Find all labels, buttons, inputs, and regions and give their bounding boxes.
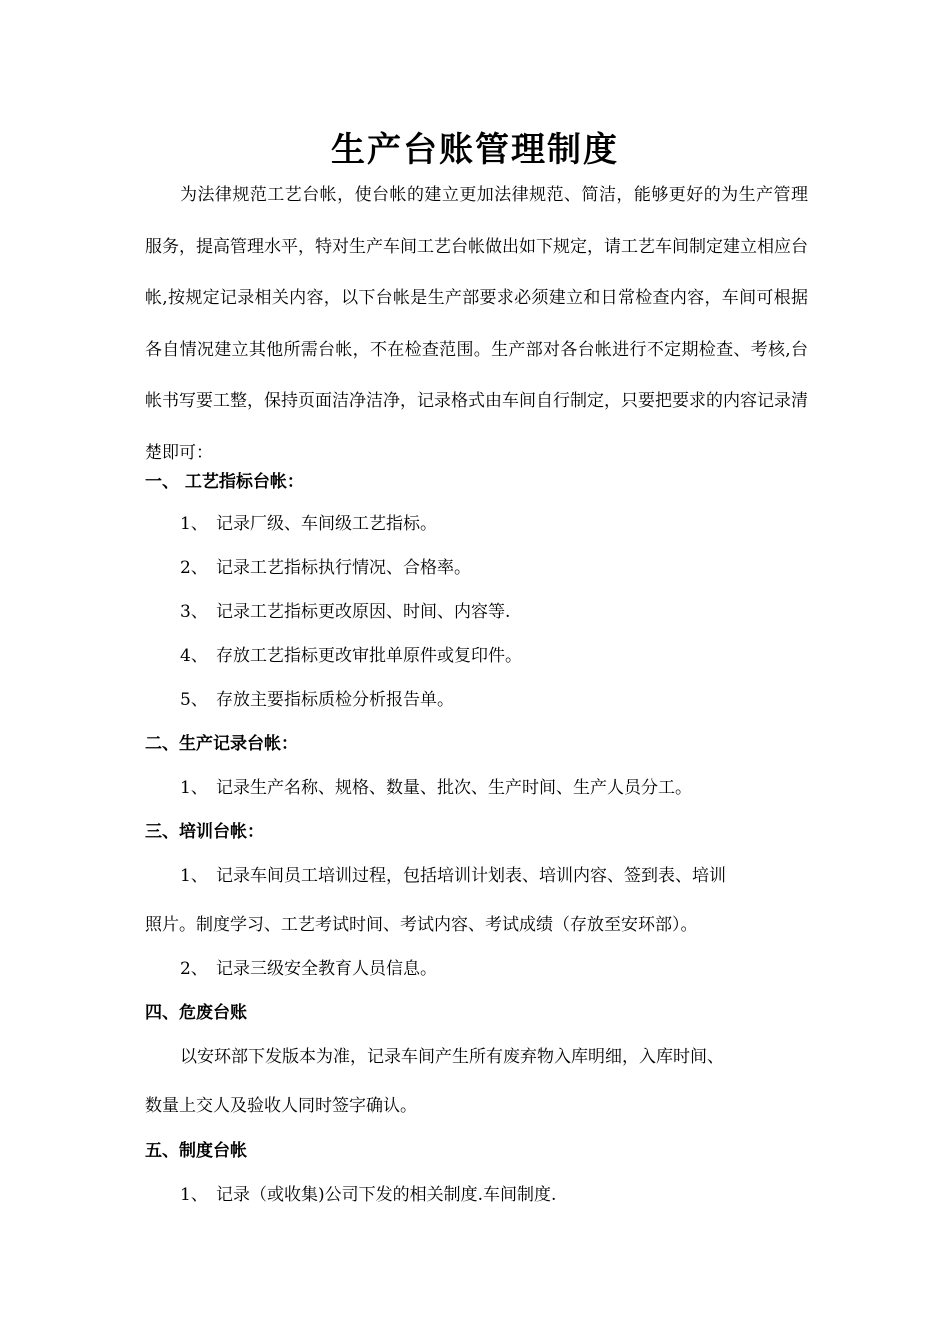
list-item-text: 记录车间员工培训过程，包括培训计划表、培训内容、签到表、培训 <box>216 866 726 886</box>
list-item <box>180 685 454 715</box>
list-item-text: 存放主要指标质检分析报告单。 <box>216 690 454 710</box>
section-4-paragraph-line2: 数量上交人及验收人同时签字确认。 <box>145 1096 417 1116</box>
list-item-number: 2、 <box>180 959 208 979</box>
section-4-heading: 四、危废台账 <box>145 1003 247 1023</box>
list-item-number: 1、 <box>180 778 208 798</box>
section-2-heading: 二、生产记录台帐： <box>145 734 298 754</box>
list-item-number: 4、 <box>180 646 208 666</box>
list-item-text: 记录（或收集)公司下发的相关制度.车间制度. <box>216 1185 557 1205</box>
list-item <box>180 641 522 671</box>
list-item <box>180 861 726 891</box>
list-item-number: 1、 <box>180 1185 208 1205</box>
list-item <box>180 553 471 583</box>
list-item <box>180 954 437 984</box>
intro-paragraph: 为法律规范工艺台帐，使台帐的建立更加法律规范、简洁，能够更好的为生产管理服务，提高管理水平，特对生产车间工艺台帐做出如下规定，请工艺车间制定建立相应台帐,按规定记录相关内容，以下台帐是生产部要求必须建立和日常检查内容，车间可根据各自情况建立其他所需台帐，不在检查范围。生产部对各台帐进行不定期检查、考核,台帐书写要工整，保持页面洁净洁净，记录格式由车间自行制定，只要把要求的内容记录清楚即可： <box>145 185 808 463</box>
list-item-number: 1、 <box>180 866 208 886</box>
list-item-continuation: 照片。制度学习、工艺考试时间、考试内容、考试成绩（存放至安环部）。 <box>145 915 698 935</box>
document-title: 生产台账管理制度 <box>331 130 619 170</box>
section-5-heading: 五、制度台帐 <box>145 1141 247 1161</box>
section-3-heading: 三、培训台帐： <box>145 822 264 842</box>
section-1-heading: 一、 工艺指标台帐： <box>145 472 304 492</box>
list-item-text: 记录厂级、车间级工艺指标。 <box>216 514 437 534</box>
list-item-text: 记录工艺指标执行情况、合格率。 <box>216 558 471 578</box>
list-item-number: 5、 <box>180 690 208 710</box>
list-item-number: 3、 <box>180 602 208 622</box>
list-item <box>180 509 437 539</box>
list-item <box>180 773 692 803</box>
list-item-text: 记录工艺指标更改原因、时间、内容等. <box>216 602 511 622</box>
section-4-paragraph-line1: 以安环部下发版本为准，记录车间产生所有废弃物入库明细，入库时间、 <box>180 1047 724 1067</box>
list-item-text: 存放工艺指标更改审批单原件或复印件。 <box>216 646 522 666</box>
list-item-number: 1、 <box>180 514 208 534</box>
list-item-text: 记录三级安全教育人员信息。 <box>216 959 437 979</box>
list-item-text: 记录生产名称、规格、数量、批次、生产时间、生产人员分工。 <box>216 778 692 798</box>
list-item-number: 2、 <box>180 558 208 578</box>
list-item <box>180 1180 556 1210</box>
list-item <box>180 597 510 627</box>
